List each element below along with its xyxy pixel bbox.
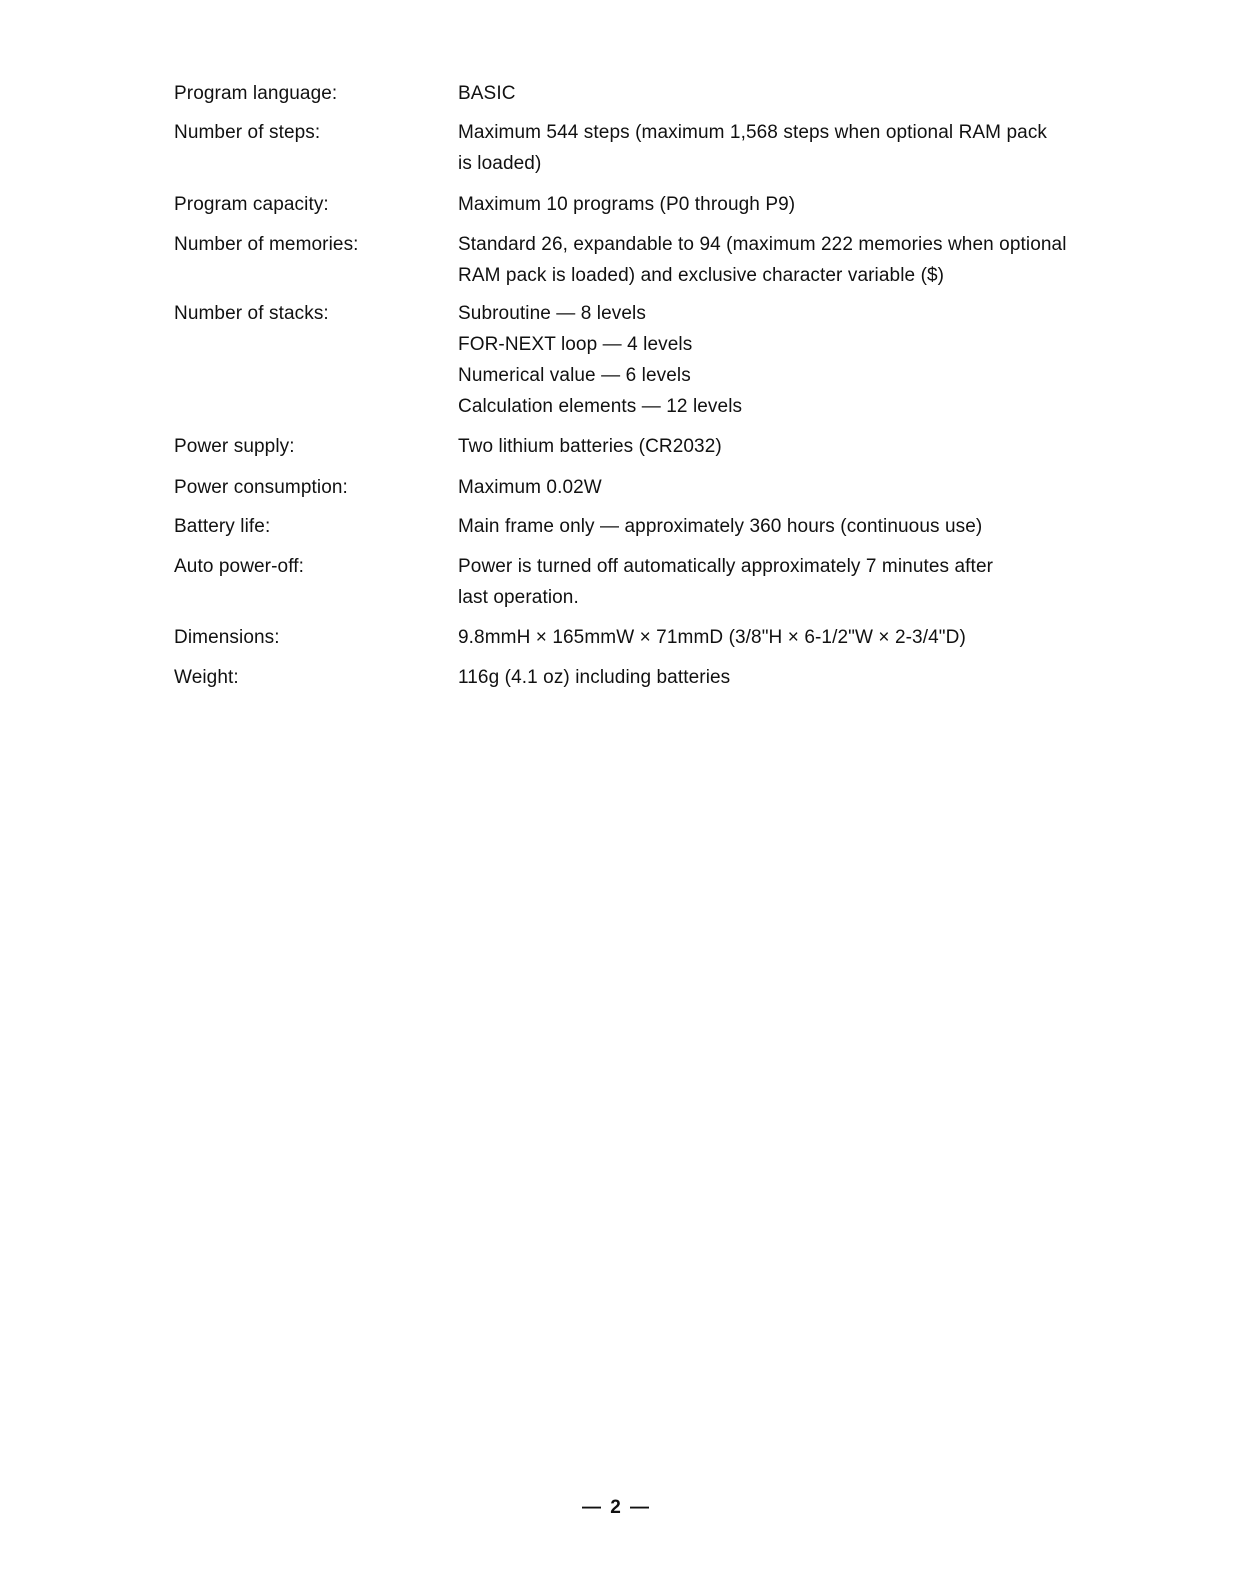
spec-value-line: Calculation elements — 12 levels [458,396,743,417]
spec-value-line: FOR-NEXT loop — 4 levels [458,334,693,355]
spec-value [458,511,1158,542]
spec-value-line: Maximum 0.02W [458,477,602,498]
spec-value-line: Power is turned off automatically approximately 7 minutes after [458,556,994,577]
spec-value-line: Two lithium batteries (CR2032) [458,436,722,457]
spec-label: Auto power-off: [174,556,305,577]
spec-label: Battery life: [174,516,271,537]
spec-value-line: RAM pack is loaded) and exclusive character variable ($) [458,265,945,286]
spec-value [458,551,1158,613]
spec-label: Power consumption: [174,477,348,498]
spec-label: Number of stacks: [174,303,329,324]
spec-value-line: is loaded) [458,153,542,174]
spec-label: Number of memories: [174,234,359,255]
spec-label: Program capacity: [174,194,329,215]
spec-value [458,431,1158,462]
spec-value-line: Main frame only — approximately 360 hours (continuous use) [458,516,983,537]
spec-value-line: last operation. [458,587,579,608]
spec-value-line: Maximum 10 programs (P0 through P9) [458,194,796,215]
spec-value [458,189,1158,220]
spec-label: Power supply: [174,436,295,457]
spec-label: Number of steps: [174,122,321,143]
spec-value-line: 9.8mmH × 165mmW × 71mmD (3/8"H × 6-1/2"W × 2-3/4"D) [458,627,966,648]
spec-value-line: Subroutine — 8 levels [458,303,646,324]
spec-label: Dimensions: [174,627,280,648]
spec-value-line: Standard 26, expandable to 94 (maximum 222 memories when optional [458,234,1067,255]
spec-label: Weight: [174,667,239,688]
spec-value [458,622,1158,653]
spec-value [458,662,1158,693]
spec-value [458,229,1158,291]
spec-label: Program language: [174,83,338,104]
spec-value [458,472,1158,503]
spec-value [458,78,1158,109]
spec-value-line: Numerical value — 6 levels [458,365,691,386]
spec-value-line: BASIC [458,83,516,104]
page-number: — 2 — [581,1497,652,1518]
spec-value [458,117,1158,179]
spec-value [458,298,1158,422]
spec-value-line: Maximum 544 steps (maximum 1,568 steps when optional RAM pack [458,122,1048,143]
spec-value-line: 116g (4.1 oz) including batteries [458,667,731,688]
